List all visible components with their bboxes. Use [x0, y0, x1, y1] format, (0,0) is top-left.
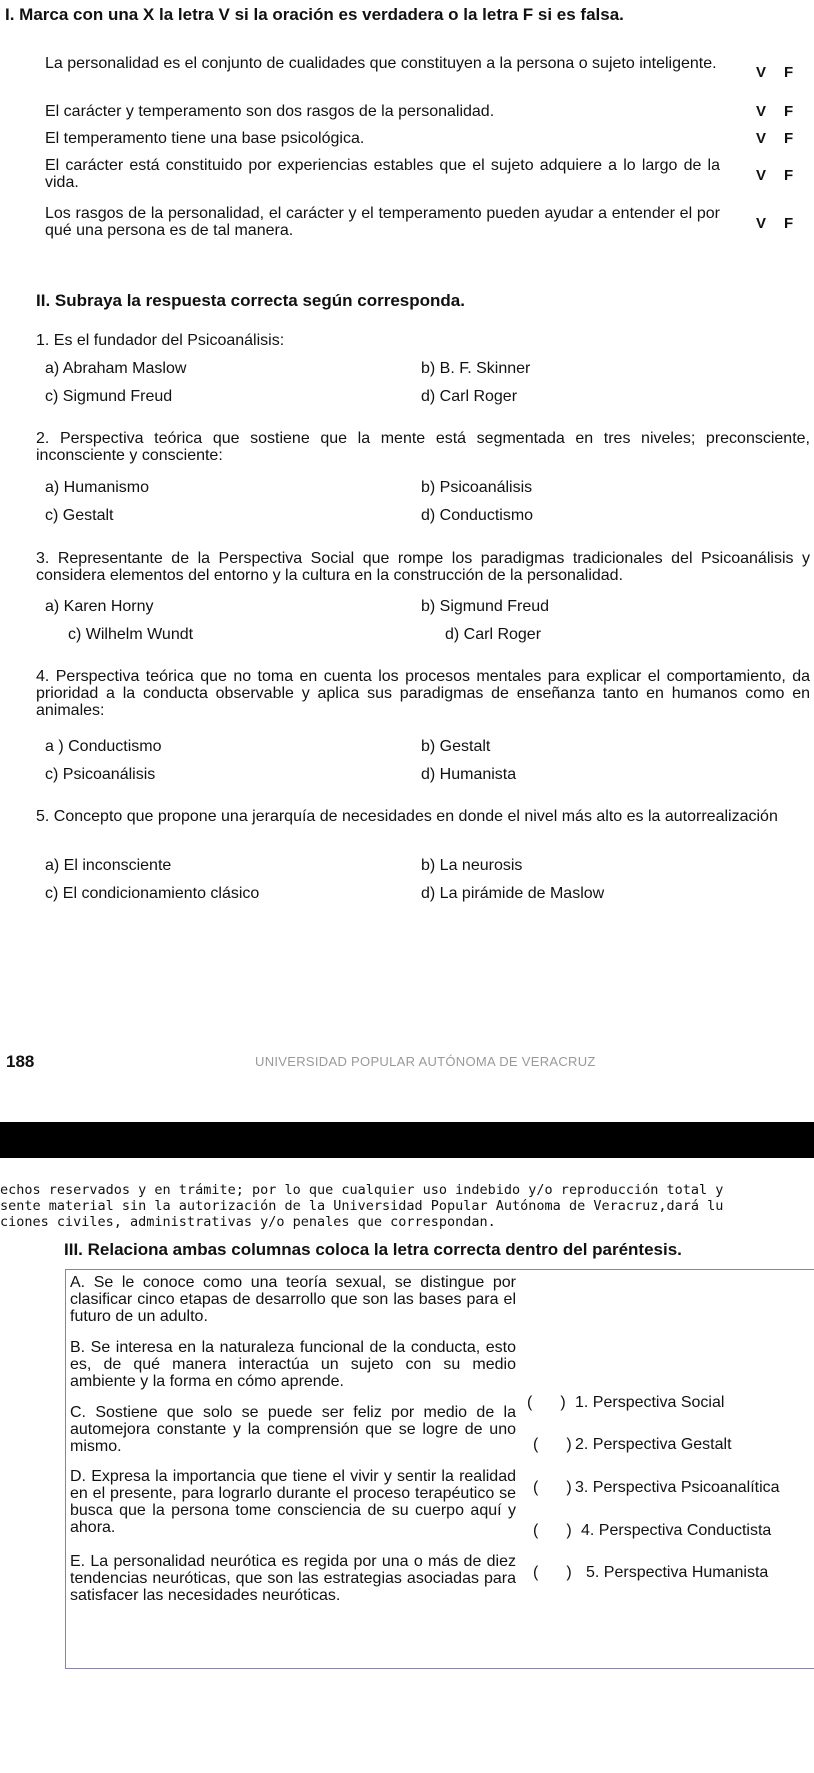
tf-statement: El carácter está constituido por experiencias estables que el sujeto adquiere a lo largo de la vida.	[45, 157, 720, 191]
option-b[interactable]: b) B. F. Skinner	[421, 360, 531, 377]
tf-row-5	[45, 205, 725, 239]
tf-row-1	[45, 55, 725, 72]
option-4: 4. Perspectiva Conductista	[581, 1522, 772, 1539]
description-e: E. La personalidad neurótica es regida por una o más de diez tendencias neuróticas, que son las estrategias asociadas para satisfacer las necesidades neuróticas.	[70, 1553, 516, 1604]
vf-choice-4[interactable]	[756, 167, 812, 184]
f-option[interactable]: F	[784, 103, 794, 120]
f-option[interactable]: F	[784, 215, 794, 232]
option-b[interactable]: b) La neurosis	[421, 857, 523, 874]
option-d[interactable]: d) Carl Roger	[421, 388, 518, 405]
option-b[interactable]: b) Gestalt	[421, 738, 491, 755]
answer-blank-5[interactable]: ( )	[533, 1564, 572, 1581]
page-separator	[0, 1122, 814, 1158]
tf-statement: El carácter y temperamento son dos rasgos de la personalidad.	[45, 103, 495, 120]
v-option[interactable]: V	[756, 215, 767, 232]
question-4: 4. Perspectiva teórica que no toma en cuenta los procesos mentales para explicar el comportamiento, da prioridad a la conducta observable y aplica sus paradigmas de enseñanza tanto en humanos como en animales:	[36, 668, 810, 719]
f-option[interactable]: F	[784, 64, 794, 81]
question-5: 5. Concepto que propone una jerarquía de necesidades en donde el nivel más alto es la autorrealización	[36, 808, 778, 825]
description-d: D. Expresa la importancia que tiene el vivir y sentir la realidad en el presente, para lograrlo durante el proceso terapéutico se busca que la persona tome consciencia de su cuerpo aquí y ahora.	[70, 1468, 516, 1536]
option-b[interactable]: b) Sigmund Freud	[421, 598, 550, 615]
option-c[interactable]: c) El condicionamiento clásico	[45, 885, 260, 902]
notice-line-2: sente material sin la autorización de la Universidad Popular Autónoma de Veracruz,dará lu	[0, 1198, 724, 1214]
option-a[interactable]: a) Karen Horny	[45, 598, 154, 615]
option-a[interactable]: a) Humanismo	[45, 479, 150, 496]
v-option[interactable]: V	[756, 167, 767, 184]
option-a[interactable]: a) Abraham Maslow	[45, 360, 187, 377]
option-d[interactable]: d) Carl Roger	[445, 626, 542, 643]
option-5: 5. Perspectiva Humanista	[586, 1564, 769, 1581]
option-c[interactable]: c) Wilhelm Wundt	[68, 626, 194, 643]
option-2: 2. Perspectiva Gestalt	[575, 1436, 732, 1453]
tf-row-4	[45, 157, 725, 191]
option-a[interactable]: a ) Conductismo	[45, 738, 162, 755]
option-a[interactable]: a) El inconsciente	[45, 857, 172, 874]
option-d[interactable]: d) Humanista	[421, 766, 517, 783]
question-2: 2. Perspectiva teórica que sostiene que la mente está segmentada en tres niveles; preconsciente, inconsciente y consciente:	[36, 430, 810, 464]
answer-blank-1[interactable]: ( )	[527, 1394, 566, 1411]
vf-choice-5[interactable]	[756, 215, 812, 232]
tf-row-2	[45, 103, 725, 120]
section-3-title: III. Relaciona ambas columnas coloca la letra correcta dentro del paréntesis.	[64, 1240, 682, 1259]
option-b[interactable]: b) Psicoanálisis	[421, 479, 533, 496]
page-number: 188	[6, 1052, 35, 1071]
v-option[interactable]: V	[756, 64, 767, 81]
question-3: 3. Representante de la Perspectiva Social que rompe los paradigmas tradicionales del Psicoanálisis y considera elementos del entorno y la cultura en la construcción de la personalidad.	[36, 550, 810, 584]
f-option[interactable]: F	[784, 130, 794, 147]
f-option[interactable]: F	[784, 167, 794, 184]
option-d[interactable]: d) La pirámide de Maslow	[421, 885, 605, 902]
v-option[interactable]: V	[756, 103, 767, 120]
option-d[interactable]: d) Conductismo	[421, 507, 534, 524]
university-footer: UNIVERSIDAD POPULAR AUTÓNOMA DE VERACRUZ	[255, 1054, 596, 1069]
vf-choice-1[interactable]	[756, 64, 812, 81]
option-3: 3. Perspectiva Psicoanalítica	[575, 1479, 780, 1496]
v-option[interactable]: V	[756, 130, 767, 147]
option-c[interactable]: c) Psicoanálisis	[45, 766, 156, 783]
answer-blank-2[interactable]: ( )	[533, 1436, 572, 1453]
description-c: C. Sostiene que solo se puede ser feliz por medio de la automejora constante y la comprensión que se logre de uno mismo.	[70, 1404, 516, 1455]
option-c[interactable]: c) Sigmund Freud	[45, 388, 173, 405]
question-1: 1. Es el fundador del Psicoanálisis:	[36, 332, 285, 349]
section-2-title: II. Subraya la respuesta correcta según corresponda.	[36, 291, 465, 310]
tf-statement: La personalidad es el conjunto de cualidades que constituyen a la persona o sujeto inteligente.	[45, 55, 717, 72]
tf-row-3	[45, 130, 725, 147]
vf-choice-3[interactable]	[756, 130, 812, 147]
tf-statement: Los rasgos de la personalidad, el carácter y el temperamento pueden ayudar a entender el por qué una persona es de tal manera.	[45, 205, 720, 239]
description-a: A. Se le conoce como una teoría sexual, se distingue por clasificar cinco etapas de desarrollo que son las bases para el futuro de un adulto.	[70, 1274, 516, 1325]
notice-line-1: echos reservados y en trámite; por lo que cualquier uso indebido y/o reproducción total y	[0, 1182, 724, 1198]
option-1: 1. Perspectiva Social	[575, 1394, 725, 1411]
notice-line-3: ciones civiles, administrativas y/o penales que correspondan.	[0, 1214, 496, 1230]
section-1-title: I. Marca con una X la letra V si la oración es verdadera o la letra F si es falsa.	[5, 5, 624, 24]
description-b: B. Se interesa en la naturaleza funcional de la conducta, esto es, de qué manera interactúa un sujeto con su medio ambiente y la forma en cómo aprende.	[70, 1339, 516, 1390]
answer-blank-4[interactable]: ( )	[533, 1522, 572, 1539]
answer-blank-3[interactable]: ( )	[533, 1479, 572, 1496]
tf-statement: El temperamento tiene una base psicológica.	[45, 130, 365, 147]
vf-choice-2[interactable]	[756, 103, 812, 120]
matching-table	[65, 1269, 814, 1669]
option-c[interactable]: c) Gestalt	[45, 507, 114, 524]
